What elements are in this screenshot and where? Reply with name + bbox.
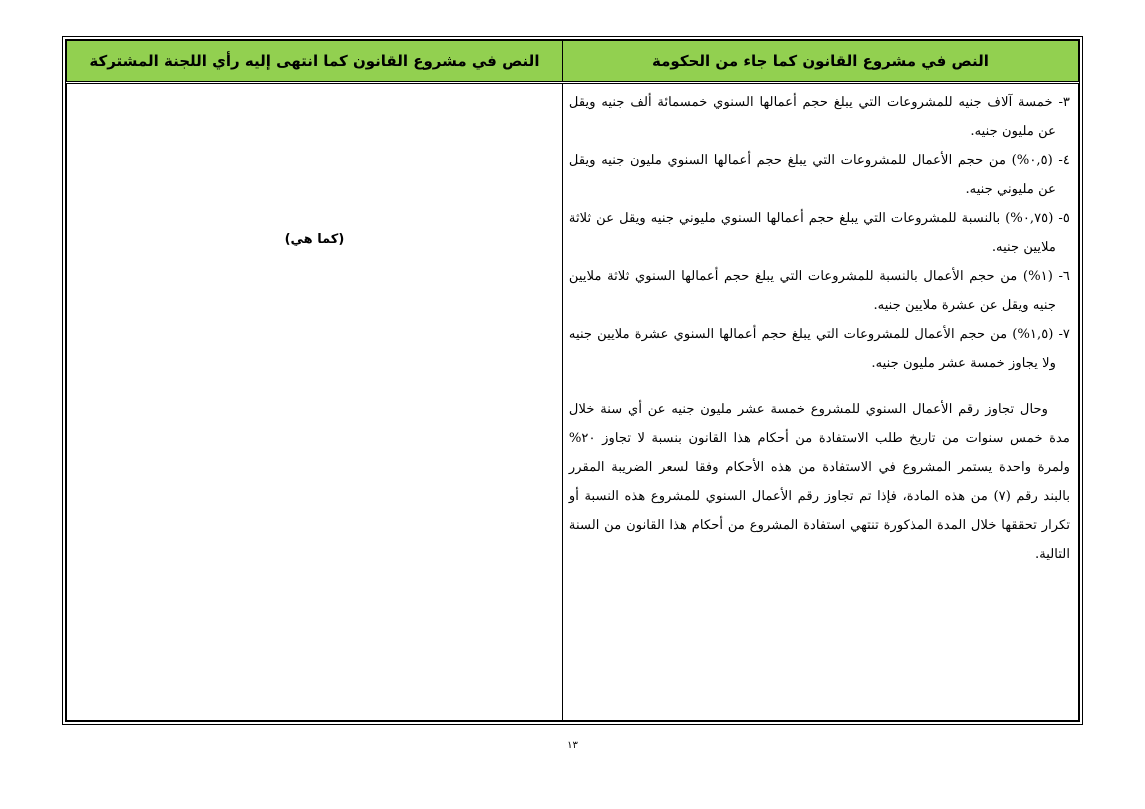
page-number: ١٣ (567, 740, 578, 751)
document-table-frame (62, 36, 1083, 725)
government-text-cell (562, 83, 1078, 721)
government-paragraph: وحال تجاوز رقم الأعمال السنوي للمشروع خمسة عشر مليون جنيه عن أي سنة خلال مدة خمس سنوات من تاريخ طلب الاستفادة من أحكام هذا القانون بنسبة لا تجاوز ٢٠% ولمرة واحدة يستمر المشروع في الاستفادة من هذه الأحكام وفقا لسعر الضريبة المقرر بالبند رقم (٧) من هذه المادة، فإذا تم تجاوز رقم الأعمال السنوي للمشروع هذه النسبة أو تكرار تحققها خلال المدة المذكورة تنتهي استفادة المشروع من أحكام هذا القانون من السنة التالية. (568, 402, 1070, 562)
header-committee-text: النص في مشروع القانون كما انتهى إليه رأي اللجنة المشتركة (67, 41, 563, 83)
table-body-row (67, 83, 1079, 721)
list-item: ٥- (٠,٧٥%) بالنسبة للمشروعات التي يبلغ حجم أعمالها السنوي مليوني جنيه ويقل عن ثلاثة ملايين جنيه. (568, 211, 1070, 255)
list-item: ٧- (١,٥%) من حجم الأعمال للمشروعات التي يبلغ حجم أعمالها السنوي عشرة ملايين جنيه ولا يجاوز خمسة عشر مليون جنيه. (568, 327, 1070, 371)
list-item: ٣- خمسة آلاف جنيه للمشروعات التي يبلغ حجم أعمالها السنوي خمسمائة ألف جنيه ويقل عن مليون جنيه. (568, 95, 1070, 139)
comparison-table (66, 40, 1079, 721)
committee-text-cell (67, 83, 563, 721)
header-government-text: النص في مشروع القانون كما جاء من الحكومة (562, 41, 1078, 83)
list-item: ٤- (٠,٥%) من حجم الأعمال للمشروعات التي يبلغ حجم أعمالها السنوي مليون جنيه ويقل عن مليوني جنيه. (568, 153, 1070, 197)
committee-as-is-text: (كما هي) (284, 232, 345, 247)
table-header-row (67, 41, 1079, 83)
list-item: ٦- (١%) من حجم الأعمال بالنسبة للمشروعات التي يبلغ حجم أعمالها السنوي ثلاثة ملايين جنيه ويقل عن عشرة ملايين جنيه. (568, 269, 1070, 313)
